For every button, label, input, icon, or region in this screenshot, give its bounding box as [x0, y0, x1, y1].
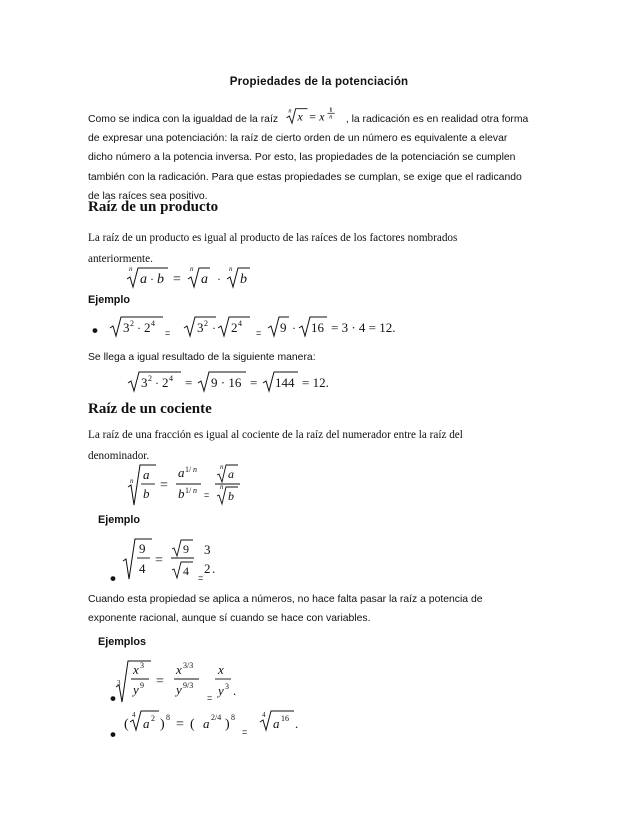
- svg-text:n: n: [220, 463, 224, 471]
- section-heading-product: Raíz de un producto: [88, 199, 219, 215]
- svg-text:b: b: [240, 272, 247, 287]
- svg-text:4: 4: [183, 564, 189, 578]
- svg-text:y: y: [176, 682, 182, 697]
- svg-text:a: a: [273, 716, 280, 731]
- quotient-example-equals: =: [198, 573, 204, 583]
- quotient-note-line-2: exponente racional, aunque sí cuando se hace con variables.: [88, 613, 371, 624]
- quotient-description-line-2: denominador.: [88, 450, 150, 462]
- svg-text:·: ·: [212, 321, 216, 335]
- svg-text:2: 2: [144, 320, 151, 335]
- quotient-rule-formula: [124, 463, 254, 509]
- svg-text:n: n: [193, 465, 197, 474]
- root-definition-formula: [281, 106, 343, 126]
- svg-text:= 12.: = 12.: [302, 375, 329, 390]
- svg-text:x: x: [218, 662, 224, 677]
- product-example-equals-2: =: [256, 328, 262, 338]
- intro-line-1-start: Como se indica con la igualdad de la raíz: [88, 114, 279, 125]
- svg-text:.: .: [212, 561, 216, 576]
- svg-text:4: 4: [169, 374, 173, 383]
- svg-text:n: n: [193, 486, 197, 495]
- svg-text:=: =: [176, 717, 184, 732]
- svg-text:4: 4: [238, 319, 242, 328]
- quotient-example-formula: [122, 537, 232, 583]
- svg-text:y: y: [218, 683, 224, 698]
- svg-text:2/4: 2/4: [211, 713, 222, 722]
- svg-text:n: n: [229, 265, 233, 273]
- svg-text:2: 2: [148, 374, 152, 383]
- intro-paragraph: [88, 106, 558, 206]
- product-description-line-2: anteriormente.: [88, 253, 153, 265]
- svg-text:b: b: [157, 272, 164, 287]
- svg-text:=: =: [155, 553, 163, 568]
- quotient-examples-label: Ejemplos: [98, 636, 147, 648]
- svg-text:·: ·: [155, 376, 159, 390]
- intro-line-4: también con la radicación. Para que estas propiedades se cumplan, se exige que el radicando: [88, 171, 522, 183]
- intro-line-1-end: , la radicación es en realidad otra forma: [345, 114, 529, 125]
- svg-text:4: 4: [132, 711, 136, 719]
- svg-text:3: 3: [204, 542, 211, 557]
- quotient-example-label: Ejemplo: [98, 514, 140, 526]
- svg-text:3: 3: [225, 682, 229, 691]
- svg-text:x: x: [319, 109, 325, 124]
- svg-text:n: n: [190, 265, 194, 273]
- svg-text:16: 16: [311, 320, 324, 335]
- svg-text:=: =: [250, 375, 258, 390]
- svg-text:4: 4: [151, 319, 155, 328]
- svg-text:1: 1: [329, 106, 333, 114]
- svg-text:·: ·: [292, 321, 296, 335]
- svg-text:): ): [225, 717, 230, 732]
- variable-example-2-bullet: •: [110, 725, 116, 744]
- variable-example-1-formula: [114, 659, 254, 705]
- svg-text:9: 9: [139, 541, 146, 556]
- intro-line-5: de las raíces sea positivo.: [88, 190, 208, 202]
- svg-text:3: 3: [197, 320, 204, 335]
- svg-text:y: y: [133, 682, 139, 697]
- product-alternative-formula: [126, 369, 356, 395]
- svg-text:n: n: [129, 265, 133, 273]
- svg-text:n: n: [329, 113, 333, 121]
- svg-text:a: a: [201, 272, 208, 287]
- svg-text:.: .: [295, 716, 299, 731]
- svg-text:2: 2: [162, 375, 169, 390]
- svg-text:a: a: [143, 467, 150, 482]
- product-example-label: Ejemplo: [88, 294, 130, 306]
- quotient-rule-equals: =: [204, 490, 210, 500]
- svg-text:n: n: [130, 477, 134, 485]
- product-example-bullet: •: [92, 321, 98, 340]
- svg-text:x: x: [176, 662, 182, 677]
- svg-text:2: 2: [130, 319, 134, 328]
- svg-text:·: ·: [217, 272, 221, 286]
- variable-example-1-bullet: •: [110, 689, 116, 708]
- svg-text:=: =: [156, 674, 164, 689]
- svg-text:8: 8: [166, 713, 170, 722]
- variable-example-2-formula: [124, 707, 324, 737]
- svg-text:): ): [160, 717, 165, 732]
- svg-text:n: n: [288, 107, 292, 115]
- quotient-example-bullet: •: [110, 569, 116, 588]
- svg-text:4: 4: [139, 561, 146, 576]
- svg-text:(: (: [124, 717, 129, 732]
- svg-text:a: a: [203, 716, 210, 731]
- quotient-description: [88, 425, 528, 467]
- svg-text:144: 144: [275, 375, 295, 390]
- quotient-description-line-1: La raíz de una fracción es igual al cociente de la raíz del numerador entre la raíz del: [88, 429, 463, 441]
- svg-text:9: 9: [183, 542, 189, 556]
- svg-text:3: 3: [140, 661, 144, 670]
- product-description-line-1: La raíz de un producto es igual al producto de las raíces de los factores nombrados: [88, 232, 458, 244]
- svg-text:=: =: [173, 272, 181, 287]
- svg-text:2: 2: [231, 320, 238, 335]
- svg-text:a: a: [178, 465, 185, 480]
- svg-text:3: 3: [117, 679, 121, 687]
- svg-text:(: (: [190, 717, 195, 732]
- svg-text:2: 2: [204, 319, 208, 328]
- svg-text:=: =: [185, 375, 193, 390]
- section-heading-quotient: Raíz de un cociente: [88, 401, 212, 417]
- svg-text:a: a: [140, 272, 147, 287]
- intro-line-3: dicho número a la potencia inversa. Por esto, las propiedades de la potenciación se cumplen: [88, 152, 516, 164]
- svg-text:=: =: [160, 478, 168, 493]
- variable-example-2-equals: =: [242, 727, 248, 737]
- svg-text:4: 4: [262, 711, 266, 719]
- svg-text:2: 2: [151, 714, 155, 723]
- svg-text:9: 9: [140, 681, 144, 690]
- svg-text:2: 2: [204, 561, 211, 576]
- product-rule-formula: [126, 264, 286, 290]
- svg-text:1/: 1/: [185, 465, 192, 474]
- svg-text:9: 9: [280, 320, 287, 335]
- svg-text:1/: 1/: [185, 486, 192, 495]
- svg-text:.: .: [233, 683, 237, 698]
- svg-text:3/3: 3/3: [183, 661, 194, 670]
- svg-text:b: b: [228, 489, 234, 503]
- svg-text:8: 8: [231, 713, 235, 722]
- svg-text:n: n: [220, 483, 224, 491]
- svg-text:3: 3: [141, 375, 148, 390]
- svg-text:=: =: [309, 109, 316, 124]
- svg-text:x: x: [133, 662, 139, 677]
- svg-text:·: ·: [150, 272, 154, 286]
- product-example-equals-1: =: [165, 328, 171, 338]
- svg-text:a: a: [143, 716, 150, 731]
- svg-text:3: 3: [123, 320, 130, 335]
- svg-text:= 3 · 4 = 12.: = 3 · 4 = 12.: [331, 320, 396, 335]
- svg-text:9/3: 9/3: [183, 681, 194, 690]
- intro-line-2: de expresar una potenciación: la raíz de cierto orden de un número es equivalente a elevar: [88, 133, 508, 145]
- product-alternative-text: Se llega a igual resultado de la siguiente manera:: [88, 352, 316, 363]
- variable-example-1-equals: =: [207, 693, 213, 703]
- svg-text:a: a: [228, 467, 234, 481]
- quotient-note-line-1: Cuando esta propiedad se aplica a números, no hace falta pasar la raíz a potencia de: [88, 594, 483, 605]
- svg-text:b: b: [143, 486, 150, 501]
- svg-text:·: ·: [137, 321, 141, 335]
- svg-text:16: 16: [281, 714, 289, 723]
- intro-line-1: [88, 106, 558, 129]
- svg-text:b: b: [178, 486, 185, 501]
- svg-text:x: x: [297, 109, 303, 124]
- svg-text:9 · 16: 9 · 16: [211, 375, 242, 390]
- page-title: Propiedades de la potenciación: [229, 76, 409, 88]
